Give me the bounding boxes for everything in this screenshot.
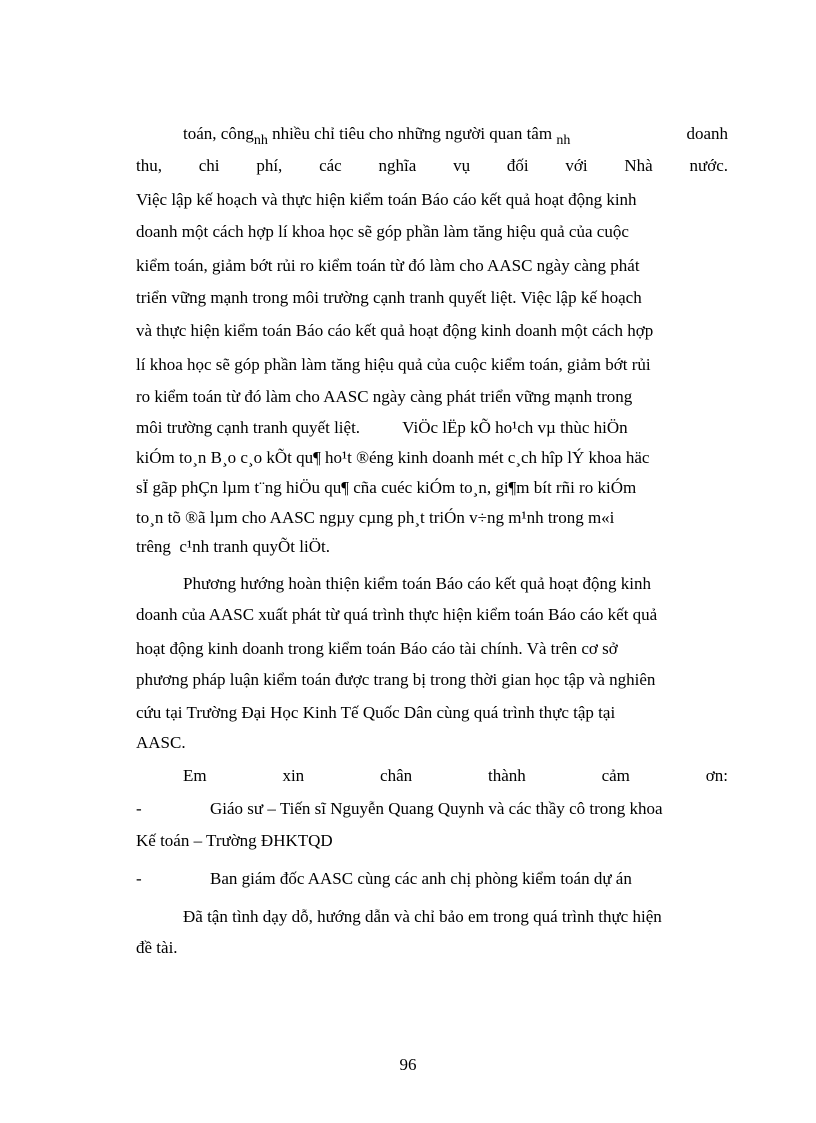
- body-line: toán, công$_{nh}$ nhiều chỉ tiêu cho những người quan tâm $_{nh}$ doanh: [183, 124, 728, 148]
- thanks-line: Em xin chân thành cảm ơn:: [183, 766, 728, 785]
- body-line: doanh một cách hợp lí khoa học sẽ góp phần làm tăng hiệu quả của cuộc: [136, 222, 629, 241]
- body-line-legacy-encoding: trêng c¹nh tranh quyÕt liÖt.: [136, 537, 330, 556]
- body-line: ro kiểm toán từ đó làm cho AASC ngày càng phát triển vững mạnh trong: [136, 387, 633, 406]
- body-line: Việc lập kế hoạch và thực hiện kiểm toán Báo cáo kết quả hoạt động kinh: [136, 190, 637, 209]
- bullet-dash: -: [136, 869, 142, 888]
- body-line: đề tài.: [136, 938, 178, 957]
- bullet-line: - Giáo sư – Tiến sĩ Nguyễn Quang Quynh và các thầy cô trong khoa: [136, 799, 663, 818]
- body-line: lí khoa học sẽ góp phần làm tăng hiệu quả của cuộc kiểm toán, giảm bớt rủi: [136, 355, 651, 374]
- paragraph-first-line: Phương hướng hoàn thiện kiểm toán Báo cáo kết quả hoạt động kinh: [183, 574, 651, 593]
- body-line-legacy-encoding: kiÓm to¸n B¸o c¸o kÕt qu¶ ho¹t ®éng kinh doanh mét c¸ch hîp lÝ khoa häc: [136, 448, 650, 467]
- body-line: AASC.: [136, 733, 186, 752]
- bullet-line: - Ban giám đốc AASC cùng các anh chị phòng kiểm toán dự án: [136, 869, 632, 888]
- body-line-legacy-encoding: sÏ gãp phÇn lµm t¨ng hiÖu qu¶ cña cuéc kiÓm to¸n, gi¶m bít rñi ro kiÓm: [136, 478, 637, 497]
- body-line: môi trường cạnh tranh quyết liệt. ViÖc lËp kÕ ho¹ch vµ thùc hiÖn: [136, 418, 628, 437]
- body-line: và thực hiện kiểm toán Báo cáo kết quả hoạt động kinh doanh một cách hợp: [136, 321, 654, 340]
- bullet-dash: -: [136, 799, 142, 818]
- body-line-justified: thu, chi phí, các nghĩa vụ đối với Nhà nước.: [136, 156, 728, 175]
- body-line: cứu tại Trường Đại Học Kinh Tế Quốc Dân cùng quá trình thực tập tại: [136, 703, 616, 722]
- body-line: doanh của AASC xuất phát từ quá trình thực hiện kiểm toán Báo cáo kết quả: [136, 605, 658, 624]
- body-line: hoạt động kinh doanh trong kiểm toán Báo cáo tài chính. Và trên cơ sở: [136, 639, 618, 658]
- body-line: phương pháp luận kiểm toán được trang bị trong thời gian học tập và nghiên: [136, 670, 656, 689]
- body-line: kiểm toán, giảm bớt rủi ro kiểm toán từ đó làm cho AASC ngày càng phát: [136, 256, 640, 275]
- paragraph-first-line: Đã tận tình dạy dỗ, hướng dẫn và chỉ bảo em trong quá trình thực hiện: [183, 907, 662, 926]
- body-line-legacy-encoding: to¸n tõ ®ã lµm cho AASC ngµy cµng ph¸t triÓn v÷ng m¹nh trong m«i: [136, 508, 615, 527]
- body-line: Kế toán – Trường ĐHKTQD: [136, 831, 333, 850]
- page-number: 96: [399, 1055, 417, 1074]
- body-line: triển vững mạnh trong môi trường cạnh tranh quyết liệt. Việc lập kế hoạch: [136, 288, 642, 307]
